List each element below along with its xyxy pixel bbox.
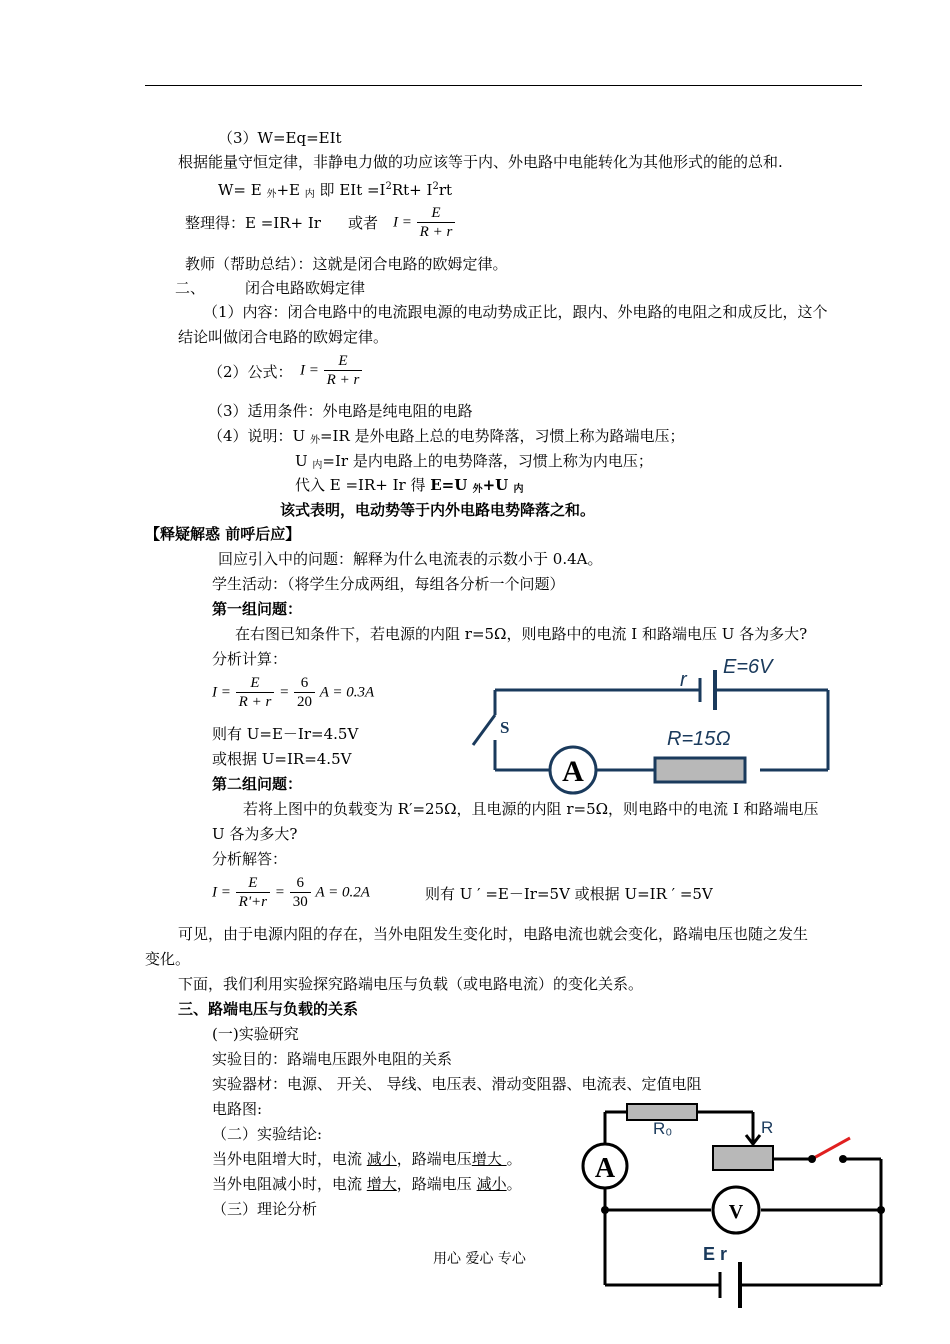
text-line: 回应引入中的问题：解释为什么电流表的示数小于 0.4A。 bbox=[218, 550, 603, 568]
fixed-resistor bbox=[627, 1104, 697, 1120]
section-heading: 【释疑解惑 前呼后应】 bbox=[145, 525, 301, 543]
text-line: 根据能量守恒定律，非静电力做的功应该等于内、外电路中电能转化为其他形式的能的总和. bbox=[178, 153, 783, 171]
svg-text:A: A bbox=[594, 1153, 616, 1184]
text-line: 分析解答： bbox=[212, 850, 288, 868]
text-line: 整理得：E =IR+ Ir bbox=[185, 214, 321, 232]
text-line: 分析计算： bbox=[212, 650, 288, 668]
text-line: U 各为多大? bbox=[212, 825, 298, 843]
svg-text:R: R bbox=[761, 1118, 774, 1137]
text-line: 电路图: bbox=[212, 1100, 263, 1118]
text-line: 当外电阻增大时，电流 减小，路端电压增大 。 bbox=[212, 1150, 522, 1168]
circuit-diagram-2 bbox=[575, 1100, 895, 1310]
circuit-diagram-1 bbox=[465, 650, 845, 800]
text-line: 第一组问题： bbox=[212, 600, 303, 618]
text-line: 实验目的：路端电压跟外电阻的关系 bbox=[212, 1050, 453, 1068]
resistor bbox=[655, 758, 745, 782]
text-line: 第二组问题： bbox=[212, 775, 303, 793]
formula-2: I = $\frac{E}{R + r}$ bbox=[300, 352, 362, 389]
svg-text:E r: E r bbox=[703, 1244, 728, 1264]
text-line: （3）适用条件：外电路是纯电阻的电路 bbox=[208, 402, 473, 420]
text-line: （三）理论分析 bbox=[212, 1200, 318, 1218]
svg-text:S: S bbox=[500, 718, 510, 737]
text-line: 或根据 U=IR=4.5V bbox=[212, 750, 352, 768]
text-line: （二）实验结论: bbox=[212, 1125, 323, 1143]
text-line: 该式表明，电动势等于内外电路电势降落之和。 bbox=[280, 501, 596, 519]
text-line: 变化。 bbox=[145, 950, 191, 968]
text-line: 当外电阻减小时，电流 增大，路端电压 减小。 bbox=[212, 1175, 522, 1193]
svg-text:A: A bbox=[562, 755, 584, 788]
section-title: 闭合电路欧姆定律 bbox=[245, 279, 366, 297]
text-line: 下面，我们利用实验探究路端电压与负载（或电路电流）的变化关系。 bbox=[178, 975, 644, 993]
text-line: U $_内$=Ir 是内电路上的电势降落，习惯上称为内电压； bbox=[295, 452, 653, 471]
text-line: （1）内容：闭合电路中的电流跟电源的电动势成正比，跟内、外电路的电阻之和成反比，这个 bbox=[203, 303, 828, 321]
section-number: 二、 bbox=[175, 279, 206, 297]
text-line: 教师（帮助总结）：这就是闭合电路的欧姆定律。 bbox=[185, 255, 508, 273]
svg-text:R₀: R₀ bbox=[653, 1119, 673, 1138]
text-line: 则有 U=E－Ir=4.5V bbox=[212, 725, 359, 743]
text-line: 实验器材：电源、 开关、 导线、电压表、滑动变阻器、电流表、定值电阻 bbox=[212, 1075, 702, 1093]
text-line: 在右图已知条件下，若电源的内阻 r=5Ω，则电路中的电流 I 和路端电压 U 各为多大? bbox=[235, 625, 808, 643]
text-line: （3）W=Eq=EIt bbox=[218, 129, 342, 147]
text-line: （4）说明：U $_外$=IR 是外电路上总的电势降落，习惯上称为路端电压； bbox=[208, 427, 685, 446]
formula-1: I = $\frac{E}{R + r}$ bbox=[393, 204, 455, 241]
section-heading: 三、路端电压与负载的关系 bbox=[178, 1000, 359, 1018]
svg-text:E=6V: E=6V bbox=[723, 656, 773, 678]
rheostat bbox=[713, 1146, 773, 1170]
text-line: 代入 E =IR+ Ir 得 E=U $_外$+U $_内$ bbox=[295, 476, 524, 495]
page-footer: 用心 爱心 专心 bbox=[433, 1251, 526, 1267]
text-line: 结论叫做闭合电路的欧姆定律。 bbox=[178, 328, 389, 346]
text-line: 学生活动：（将学生分成两组，每组各分析一个问题） bbox=[212, 575, 565, 593]
text-line: （2）公式： bbox=[208, 363, 293, 381]
svg-text:V: V bbox=[728, 1201, 744, 1223]
text-line: 可见，由于电源内阻的存在，当外电阻发生变化时，电路电流也就会变化，路端电压也随之发生 bbox=[178, 925, 809, 943]
formula-3: I = $\frac{E}{R + r}$ = $\frac{6}{20}$ A = 0.3A bbox=[212, 675, 375, 710]
header-rule bbox=[145, 85, 862, 86]
text-line: (一)实验研究 bbox=[212, 1025, 299, 1043]
svg-text:R=15Ω: R=15Ω bbox=[667, 728, 731, 750]
text-line: 则有 U ′ =E－Ir=5V 或根据 U=IR ′ =5V bbox=[425, 885, 713, 903]
formula-4: I = $\frac{E}{R'+r}$ = $\frac{6}{30}$ A = 0.2A bbox=[212, 875, 370, 910]
text-line: W= E $_外$+E $_内$ 即 EIt $=I^2Rt+ I^2rt$ bbox=[218, 181, 453, 200]
text-line: 或者 bbox=[348, 214, 379, 232]
text-line: 若将上图中的负载变为 R′=25Ω，且电源的内阻 r=5Ω，则电路中的电流 I 和路端电压 bbox=[243, 800, 819, 818]
svg-text:r: r bbox=[680, 669, 687, 691]
